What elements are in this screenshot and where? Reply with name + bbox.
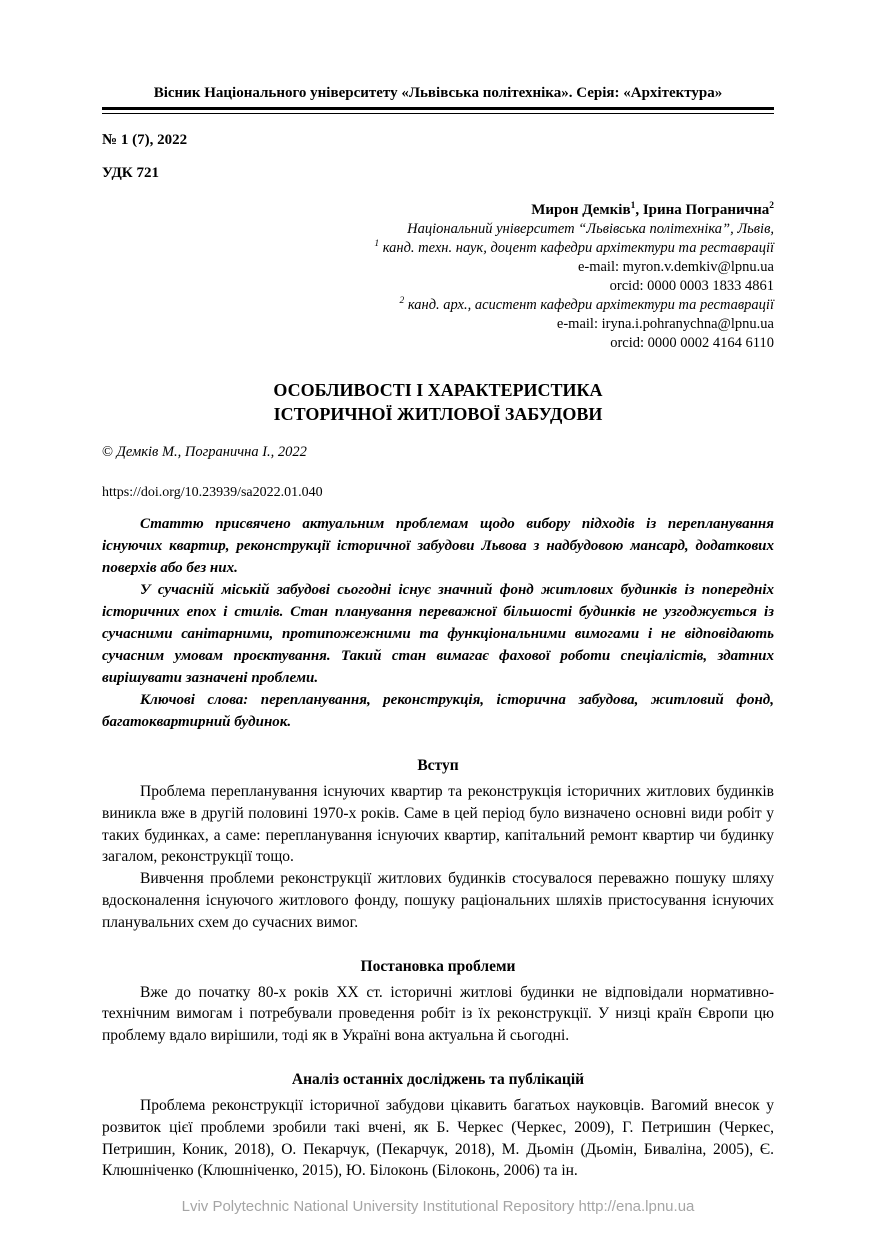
udc-code: УДК 721	[102, 165, 159, 181]
author2-email: e-mail: iryna.i.pohranychna@lpnu.ua	[556, 316, 774, 332]
copyright-text: Демків М., Погранична І., 2022	[113, 444, 307, 460]
page-content	[102, 0, 774, 1182]
intro-paragraph-1: Проблема перепланування існуючих квартир та реконструкція історичних житлових будинків виникла вже в другій половині 1970-х років. Саме в цей період було визначено основні види робіт у таких будинках, а саме: перепланування існуючих квартир, капітальний ремонт квартир чи будинку загалом, реконструкції тощо.	[102, 783, 774, 866]
problem-paragraph-1: Вже до початку 80-х років ХХ ст. історичні житлові будинки не відповідали нормативно-технічним вимогам і потребували проведення робіт із їх реконструкції. У низці країн Європи цю проблему вдало вирішили, тоді як в Україні вона актуальна й сьогодні.	[102, 983, 774, 1045]
author1-email: e-mail: myron.v.demkiv@lpnu.ua	[577, 259, 774, 275]
section-heading-intro: Вступ	[417, 757, 459, 774]
author1-role-sup: 1	[374, 239, 380, 250]
abstract-keywords: Ключові слова: перепланування, реконструкція, історична забудова, житловий фонд, багатоквартирний будинок.	[102, 692, 774, 730]
abstract-block	[102, 513, 774, 733]
copyright-symbol: ©	[102, 444, 114, 460]
author1-name-sup: 1	[630, 201, 636, 211]
intro-paragraph-2: Вивчення проблеми реконструкції житлових будинків стосувалося переважно пошуку шляху вдосконалення існуючого житлового фонду, пошуку раціональних шляхів пристосування існуючих планувальних схем до сучасних вимог.	[102, 870, 774, 931]
copyright-line	[102, 444, 774, 461]
journal-header: Вісник Національного університету «Львівська політехніка». Серія: «Архітектура»	[153, 85, 723, 101]
author2-name-sup: 2	[769, 201, 774, 211]
article-title-line2: ІСТОРИЧНОЇ ЖИТЛОВОЇ ЗАБУДОВИ	[273, 404, 603, 424]
author-names-separator: ,	[635, 202, 643, 218]
author2-name: Ірина Погранична	[642, 202, 770, 218]
section-heading-problem: Постановка проблеми	[360, 957, 516, 975]
author1-name: Мирон Демків	[531, 202, 631, 218]
article-title-line1: ОСОБЛИВОСТІ І ХАРАКТЕРИСТИКА	[273, 380, 603, 400]
affiliation: Національний університет “Львівська політехніка”, Львів,	[407, 221, 774, 237]
author-names	[102, 201, 774, 220]
author1-orcid: orcid: 0000 0003 1833 4861	[609, 278, 774, 294]
author1-role	[102, 239, 774, 258]
issue-number: № 1 (7), 2022	[102, 132, 188, 148]
authors-block	[102, 201, 774, 353]
repository-footer: Lviv Polytechnic National University Institutional Repository http://ena.lpnu.ua	[181, 1198, 695, 1215]
author2-role	[102, 296, 774, 315]
analysis-paragraph-1: Проблема реконструкції історичної забудови цікавить багатьох науковців. Вагомий внесок у розвиток цієї проблеми зробили такі вчені, як Б. Черкес (Черкес, 2009), Г. Петришин (Черкес, Петришин, Коник, 2018), О. Пекарчук, (Пекарчук, 2018), М. Дьомін (Дьомін, Биваліна, 2005), Є. Клюшніченко (Клюшніченко, 2015), Ю. Білоконь (Білоконь, 2006) та ін.	[102, 1096, 774, 1180]
header-rule	[102, 107, 774, 114]
author1-role-text: канд. техн. наук, доцент кафедри архітектури та реставрації	[379, 240, 774, 256]
doi-link: https://doi.org/10.23939/sa2022.01.040	[102, 485, 323, 500]
section-heading-analysis: Аналіз останніх досліджень та публікацій	[291, 1070, 585, 1088]
author2-role-text: канд. арх., асистент кафедри архітектури та реставрації	[404, 297, 774, 313]
abstract-paragraph-2: У сучасній міській забудові сьогодні існує значний фонд житлових будинків із попередніх історичних епох і стилів. Стан планування переважної більшості будинків не узгоджується із сучасними санітарними, протипожежними та функціональними вимогами і не відповідають сучасним умовам проєктування. Такий стан вимагає фахової роботи спеціалістів, здатних вирішувати зазначені проблеми.	[102, 582, 774, 686]
abstract-paragraph-1: Статтю присвячено актуальним проблемам щодо вибору підходів із перепланування існуючих квартир, реконструкції історичної забудови Львова з надбудовою мансард, додаткових поверхів або без них.	[102, 516, 774, 576]
article-title	[102, 378, 774, 426]
author2-role-sup: 2	[399, 296, 405, 307]
author2-orcid: orcid: 0000 0002 4164 6110	[610, 335, 774, 351]
article-body	[102, 757, 774, 1182]
